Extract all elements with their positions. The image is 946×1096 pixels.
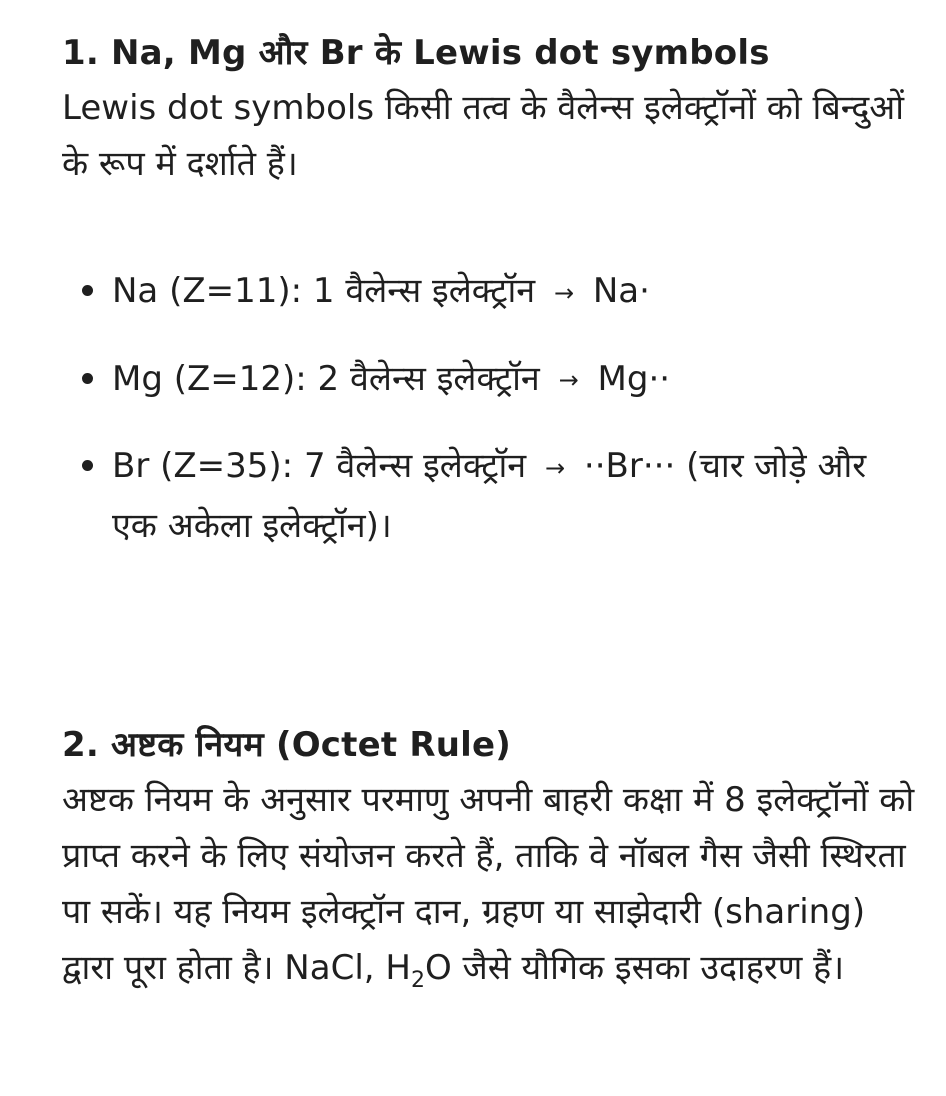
- element-list: [62, 262, 920, 555]
- lewis-symbol: ··Br···: [583, 446, 676, 486]
- bullet-dot: [82, 285, 93, 296]
- section-octet-rule: [62, 718, 920, 1009]
- item-label: Mg (Z=12): 2 वैलेन्स इलेक्ट्रॉन: [112, 358, 540, 399]
- arrow-icon: →: [544, 453, 566, 482]
- lewis-symbol: Mg··: [597, 358, 671, 399]
- section-lewis-dot-symbols: [62, 26, 920, 583]
- bullet-dot: [82, 460, 93, 471]
- list-item-mg: [62, 350, 920, 410]
- arrow-icon: →: [558, 366, 579, 394]
- item-label: Br (Z=35): 7 वैलेन्स इलेक्ट्रॉन: [112, 446, 527, 486]
- arrow-icon: →: [553, 278, 575, 307]
- list-item-br: [62, 437, 920, 555]
- section-intro-paragraph: Lewis dot symbols किसी तत्व के वैलेन्स इलेक्ट्रॉनों को बिन्दुओं के रूप में दर्शाते हैं।: [62, 88, 905, 184]
- item-note: (चार जोड़े और एक अकेला इलेक्ट्रॉन)।: [112, 446, 867, 546]
- body-text-part-2: O जैसे यौगिक इसका उदाहरण हैं।: [424, 948, 845, 988]
- subscript-digit: 2: [410, 967, 425, 993]
- section-body-paragraph: [62, 772, 920, 1009]
- body-text-part-1: अष्टक नियम के अनुसार परमाणु अपनी बाहरी कक्षा में 8 इलेक्ट्रॉनों को प्राप्त करने के लिए संयोजन करते हैं, ताकि वे नॉबल गैस जैसी स्थिरता पा सकें। यह नियम इलेक्ट्रॉन दान, ग्रहण या साझेदारी (sharing) द्वारा पूरा होता है। NaCl, H: [62, 780, 915, 988]
- list-item-na: [62, 262, 920, 322]
- section-heading: 2. अष्टक नियम (Octet Rule): [62, 725, 511, 765]
- item-label: Na (Z=11): 1 वैलेन्स इलेक्ट्रॉन: [112, 271, 536, 311]
- lewis-symbol: Na·: [592, 271, 650, 311]
- section-heading: 1. Na, Mg और Br के Lewis dot symbols: [62, 33, 770, 73]
- bullet-dot: [82, 373, 93, 384]
